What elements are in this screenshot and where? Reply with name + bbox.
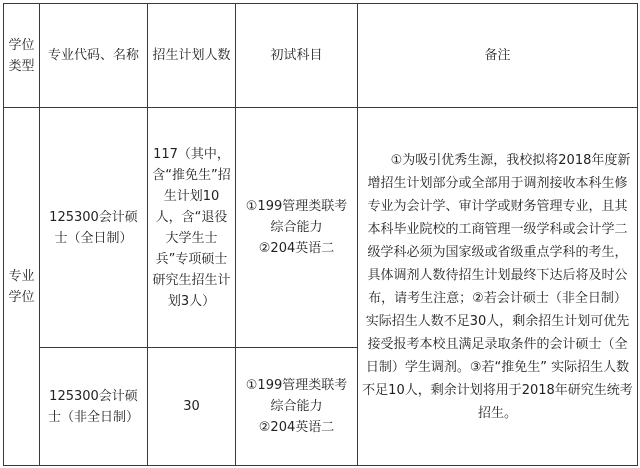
subject-line: ②204英语二 — [258, 241, 335, 256]
major-cell: 125300会计硕士（非全日制） — [40, 348, 148, 466]
admissions-table — [3, 3, 638, 466]
major-cell: 125300会计硕士（全日制） — [40, 108, 148, 348]
degree-type-cell: 专业学位 — [4, 108, 40, 466]
subject-line: ①199管理类联考综合能力 — [245, 378, 348, 414]
table-row — [4, 108, 638, 348]
plan-cell: 30 — [148, 348, 236, 466]
subject-line: ①199管理类联考综合能力 — [245, 199, 348, 235]
plan-cell: 117（其中，含“推免生”招生计划10人，含“退役大学生士兵”专项硕士研究生招生计划3人） — [148, 108, 236, 348]
header-enrollment-plan: 招生计划人数 — [148, 4, 236, 108]
header-exam-subjects: 初试科目 — [236, 4, 358, 108]
header-row — [4, 4, 638, 108]
header-major-code-name: 专业代码、名称 — [40, 4, 148, 108]
header-notes: 备注 — [358, 4, 638, 108]
notes-text: ①为吸引优秀生源，我校拟将2018年度新增招生计划部分或全部用于调剂接收本科生修专业为会计学、审计学或财务管理专业，且其本科毕业院校的工商管理一级学科或会计学二级学科必须为国家级或省级重点学科的考生，具体调剂人数待招生计划最终下达后将及时公布，请考生注意；②若会计硕士（非全日制）实际招生人数不足30人，剩余招生计划可优先接受报考本校且满足录取条件的会计硕士（全日制）学生调剂。③若“推免生” 实际招生人数不足10人，剩余计划将用于2018年研究生统考招生。 — [362, 152, 633, 421]
subjects-cell — [236, 348, 358, 466]
subjects-cell — [236, 108, 358, 348]
header-degree-type: 学位类型 — [4, 4, 40, 108]
subject-line: ②204英语二 — [258, 420, 335, 435]
notes-cell — [358, 108, 638, 466]
